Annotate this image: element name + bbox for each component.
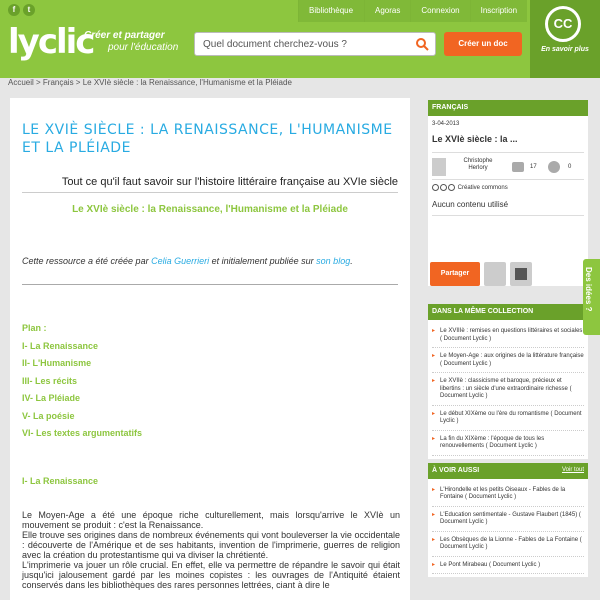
list-item-title: La fin du XIXème : l'époque de tous les renouvellements (440, 435, 545, 449)
cc-learn-more: En savoir plus (541, 46, 589, 53)
list-item-doc: ( Document Lyclic ) (440, 335, 492, 342)
list-item-title: Le Moyen-Age : aux origines de la littérature française (440, 353, 584, 359)
resource-title: Le XVIè siècle : la ... (432, 134, 518, 144)
sidebar (428, 100, 588, 577)
nav-agoras[interactable]: Agoras (364, 0, 410, 22)
avatar[interactable] (432, 158, 446, 176)
cc-sa-icon (448, 184, 455, 191)
list-item-doc: ( Document Lyclic ) (465, 494, 517, 500)
plan-item: I- La Renaissance (22, 340, 99, 351)
plan-item: V- La poésie (22, 410, 75, 421)
page-title: LE XVIÈ SIÈCLE : LA RENAISSANCE, L'HUMANISME ET LA PLÉIADE (22, 122, 393, 156)
tagline-line-1: Créer et partager (84, 30, 165, 41)
page-subtitle: Tout ce qu'il faut savoir sur l'histoire littéraire française au XVIe siècle (22, 176, 398, 193)
author-link[interactable]: Celia Guerrieri (151, 256, 210, 266)
nav-connexion[interactable]: Connexion (410, 0, 469, 22)
feedback-tab-label: Des idées ? (584, 267, 593, 312)
plan-heading: Plan : (22, 323, 47, 333)
search-icon[interactable] (415, 37, 429, 51)
nav-inscription[interactable]: Inscription (470, 0, 527, 22)
list-item-doc: ( Document Lyclic ) (440, 511, 581, 525)
feedback-tab[interactable] (583, 259, 600, 335)
resource-date: 3-04-2013 (432, 121, 460, 127)
see-all-link[interactable]: Voir tout (561, 466, 584, 473)
plan-list (22, 320, 142, 443)
comment-icon (512, 162, 524, 172)
cc-nc-icon (440, 184, 447, 191)
list-item[interactable] (432, 349, 584, 373)
plan-item: VI- Les textes argumentatifs (22, 428, 143, 438)
site-logo[interactable]: lyclic (8, 22, 94, 62)
list-item-title: Le début XIXème ou l'ère du romantisme (440, 410, 549, 417)
list-item-title: Le XVIIè : classicisme et baroque, précieux et libertins : un siècle d'une extraordinaire richesse (440, 378, 568, 392)
list-item-doc: ( Document Lyclic ) (440, 410, 582, 424)
list-item[interactable] (432, 407, 584, 431)
resource-card (428, 116, 588, 286)
collection-list (428, 320, 588, 459)
list-item-doc: ( Document Lyclic ) (440, 536, 582, 550)
list-item-doc: ( Document Lyclic ) (489, 561, 541, 568)
resource-stats (432, 152, 584, 180)
list-item-doc: ( Document Lyclic ) (440, 385, 572, 399)
like-count: 0 (568, 164, 572, 170)
credit-middle: et initialement publiée sur (209, 256, 317, 266)
list-item-title: L'Education sentimentale - Gustave Flaubert (1845) (440, 511, 578, 518)
list-item[interactable] (432, 374, 584, 406)
author-name[interactable]: Christophe Herlory (463, 158, 493, 171)
plan-item: IV- La Pléiade (22, 393, 81, 403)
list-item-title: Les Obsèques de la Lionne - Fables de La Fontaine (440, 536, 579, 543)
see-also-list (428, 479, 588, 578)
list-item[interactable] (432, 558, 584, 575)
see-also-header: À VOIR AUSSI (428, 463, 588, 479)
search-input[interactable] (194, 32, 436, 56)
nav-bibliotheque[interactable]: Bibliothèque (298, 0, 364, 22)
site-header (0, 0, 600, 78)
credit-end: . (350, 256, 353, 266)
license-row (432, 184, 508, 191)
facebook-icon[interactable]: f (8, 4, 20, 16)
top-navigation (298, 0, 527, 22)
printer-icon (515, 268, 527, 280)
list-item-title: Le Pont Mirabeau (440, 561, 488, 568)
pin-button[interactable] (484, 262, 506, 286)
social-links (8, 4, 35, 16)
blog-link[interactable]: son blog (316, 256, 351, 266)
list-item[interactable] (432, 324, 584, 348)
cc-icon: CC (545, 6, 581, 42)
credit-prefix: Cette ressource a été créée par (22, 256, 152, 266)
list-item-title: Le XVIIIè : remises en questions littéraires et sociales (440, 328, 583, 334)
like-icon[interactable] (548, 161, 560, 173)
plan-item: III- Les récits (22, 375, 78, 386)
list-item-doc: ( Document Lyclic ) (440, 360, 492, 367)
list-item-title: L'Hirondelle et les petits Oiseaux - Fables de la Fontaine (440, 486, 566, 500)
article-body (22, 510, 400, 590)
comment-count: 17 (530, 164, 537, 170)
section-title: I- La Renaissance (22, 476, 99, 486)
paragraph: L'imprimerie va jouer un rôle crucial. En effet, elle va permettre de répandre le savoir qui était jusqu'ici jalousement gardé par les moines copistes : les ouvrages de l'Antiquité étaient conservés dans les bibliothèques des rares personnes lettrées, ciant à dire le (22, 560, 400, 590)
list-item[interactable] (432, 432, 584, 456)
collection-header: DANS LA MÊME COLLECTION (428, 304, 588, 320)
plan-item: II- L'Humanisme (22, 358, 92, 368)
breadcrumb[interactable]: Accueil > Français > Le XVIè siècle : la Renaissance, l'Humanisme et la Pléiade (8, 78, 292, 87)
print-button[interactable] (510, 262, 532, 286)
create-doc-button[interactable]: Créer un doc (444, 32, 522, 56)
list-item[interactable] (432, 533, 584, 557)
search-placeholder: Quel document cherchez-vous ? (203, 39, 347, 50)
divider (22, 284, 398, 285)
twitter-icon[interactable]: t (23, 4, 35, 16)
list-item[interactable] (432, 508, 584, 532)
cc-by-icon (432, 184, 439, 191)
context-note: Aucun contenu utilisé (432, 200, 584, 216)
list-item-doc: ( Document Lyclic ) (485, 443, 537, 449)
article-heading: Le XVIè siècle : la Renaissance, l'Humanisme et la Pléiade (72, 204, 348, 215)
resource-credit (22, 256, 353, 266)
article-content (10, 98, 410, 600)
paragraph: Le Moyen-Age a été une époque riche culturellement, mais lorsqu'arrive le XVIè un mouvement se produit : c'est la Renaissance. (22, 510, 400, 530)
paragraph: Elle trouve ses origines dans de nombreux événements qui vont bouleverser la vie occidentale : découverte de l'Amérique et de ses habitants, invention de l'imprimerie, guerres de religion avec la création du protestantisme qui va diviser la chrétienté. (22, 530, 400, 560)
license-label[interactable]: Créative commons (457, 185, 508, 192)
category-header[interactable]: FRANÇAIS (428, 100, 588, 116)
tagline-line-2: pour l'éducation (108, 42, 179, 53)
share-button[interactable]: Partager (430, 262, 480, 286)
creative-commons-box[interactable] (530, 0, 600, 78)
list-item[interactable] (432, 483, 584, 507)
site-tagline (84, 30, 178, 54)
